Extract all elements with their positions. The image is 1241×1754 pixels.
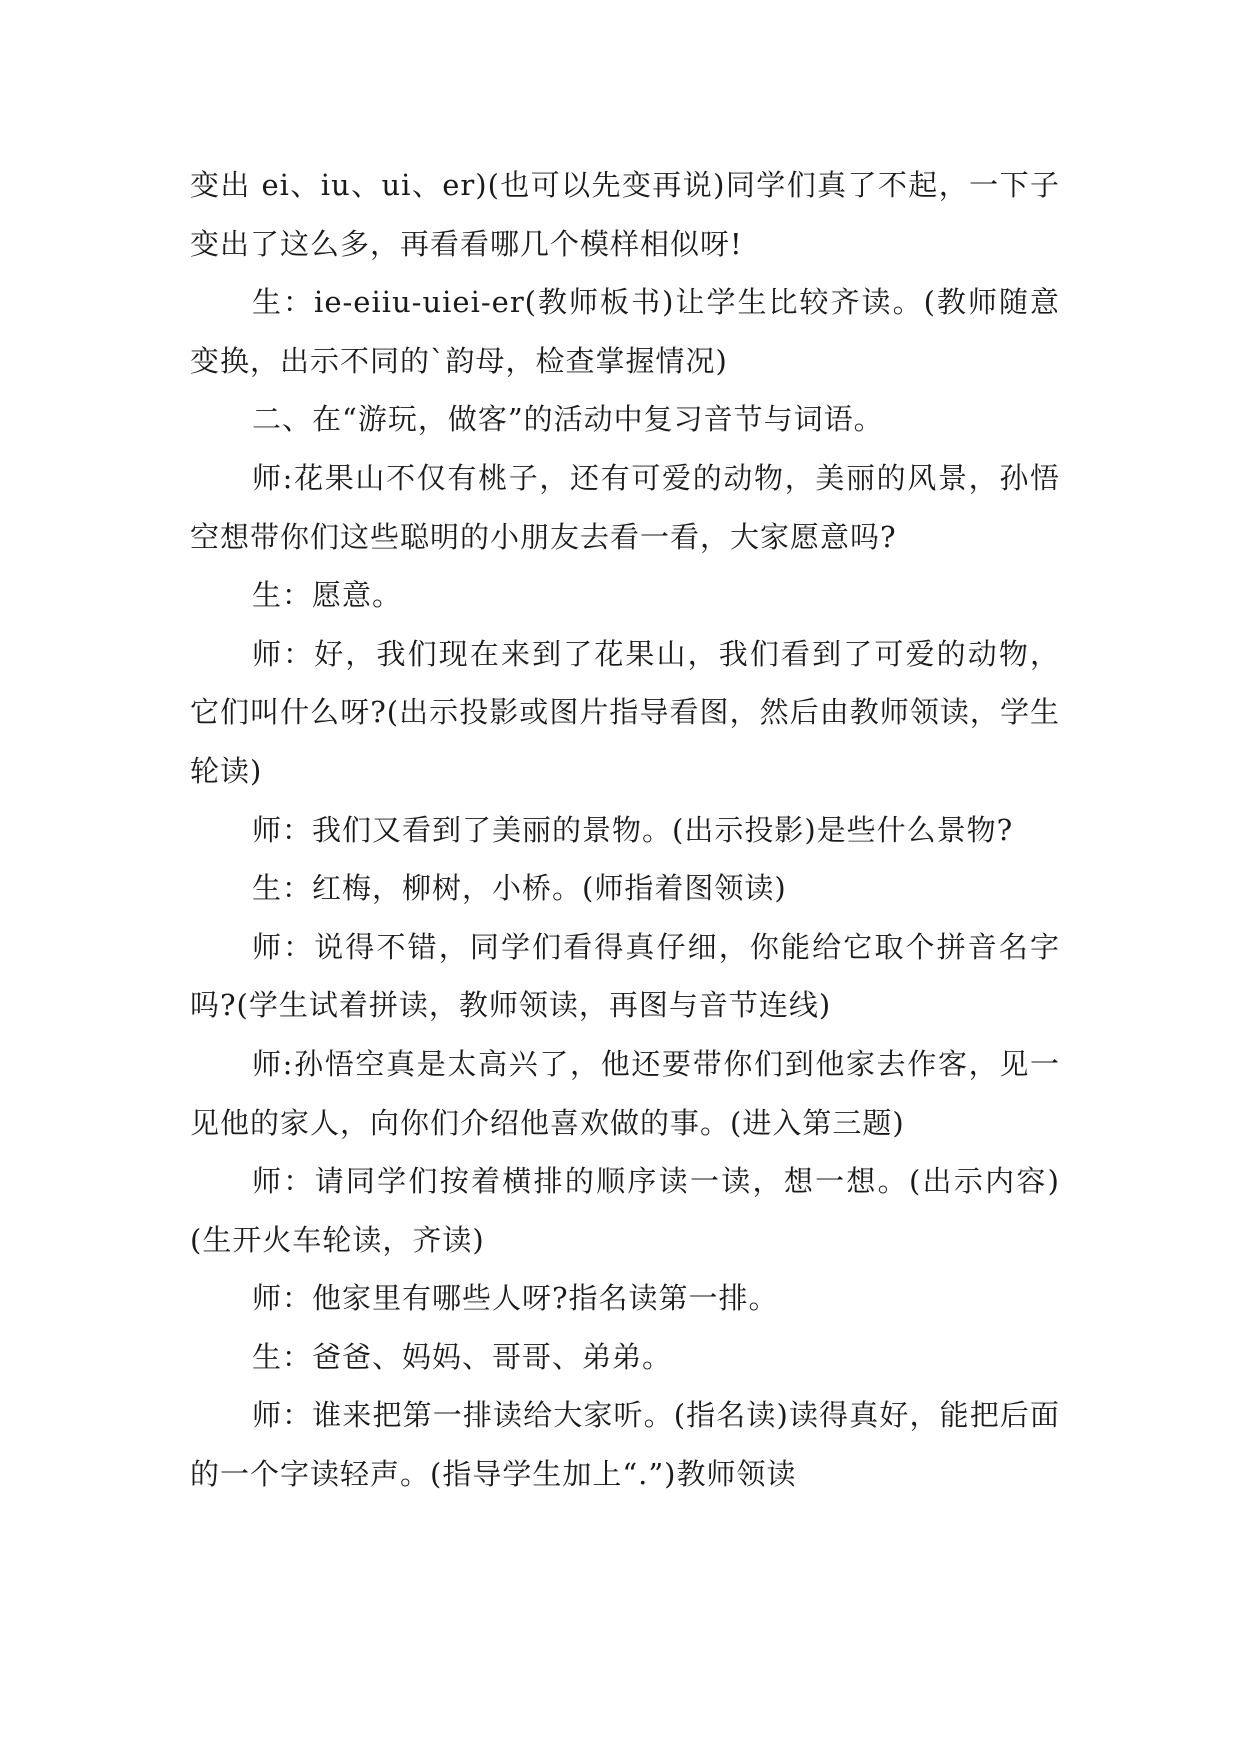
- paragraph-11: 师：请同学们按着横排的顺序读一读，想一想。(出示内容)(生开火车轮读，齐读): [190, 1164, 1060, 1257]
- paragraph-12: 师：他家里有哪些人呀?指名读第一排。: [252, 1281, 779, 1316]
- paragraph-9: 师：说得不错，同学们看得真仔细，你能给它取个拼音名字吗?(学生试着拼读，教师领读，再图与音节连线): [190, 929, 1060, 1023]
- section-heading: 二、在“游玩，做客”的活动中复习音节与词语。: [252, 402, 884, 437]
- paragraph-5: 生：愿意。: [252, 578, 403, 613]
- paragraph-13: 生：爸爸、妈妈、哥哥、弟弟。: [252, 1339, 673, 1374]
- paragraph-10: 师:孙悟空真是太高兴了，他还要带你们到他家去作客，见一见他的家人，向你们介绍他喜欢做的事。(进入第三题): [190, 1046, 1060, 1140]
- paragraph-4: 师:花果山不仅有桃子，还有可爱的动物，美丽的风景，孙悟空想带你们这些聪明的小朋友去看一看，大家愿意吗?: [190, 460, 1060, 554]
- document-body: [190, 156, 1060, 1504]
- paragraph-6: 师：好，我们现在来到了花果山，我们看到了可爱的动物，它们叫什么呀?(出示投影或图片指导看图，然后由教师领读，学生轮读): [190, 636, 1060, 788]
- paragraph-7: 师：我们又看到了美丽的景物。(出示投影)是些什么景物?: [252, 812, 1014, 847]
- paragraph-2: 生：ie-eiiu-uiei-er(教师板书)让学生比较齐读。(教师随意变换，出示不同的`韵母，检查掌握情况): [190, 285, 1060, 378]
- paragraph-14: 师：谁来把第一排读给大家听。(指名读)读得真好，能把后面的一个字读轻声。(指导学生加上“.”)教师领读: [190, 1398, 1060, 1492]
- paragraph-8: 生：红梅，柳树，小桥。(师指着图领读): [252, 871, 787, 906]
- paragraph-1: 变出 ei、iu、ui、er)(也可以先变再说)同学们真了不起，一下子变出了这么多，再看看哪几个模样相似呀!: [190, 168, 1060, 261]
